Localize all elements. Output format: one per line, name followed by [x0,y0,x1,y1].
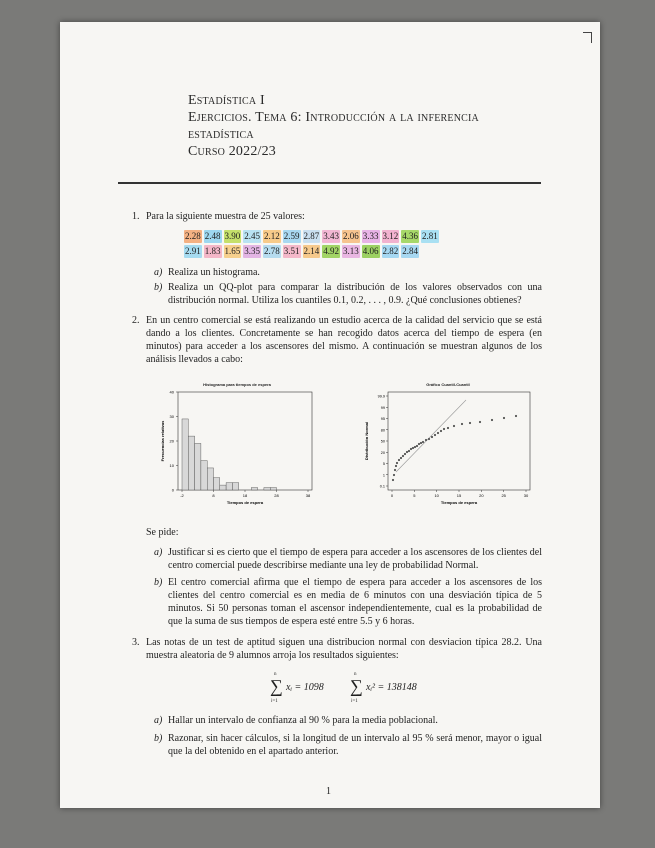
qq-x-tick-label: 30 [523,493,529,498]
sample-row-1-value: 3.33 [362,231,379,241]
sample-row-1-value: 2.59 [283,231,300,241]
qq-point [400,457,402,459]
qq-y-tick-label: 50 [380,439,385,444]
qq-x-tick-label: 10 [434,493,439,498]
qq-point [453,425,455,427]
question-1b-label: b) [154,282,163,293]
qq-plot-svg [358,382,538,514]
qq-point [410,448,412,450]
histogram-svg [152,382,322,514]
question-3b-label: b) [154,733,163,744]
sample-row-1-value: 3.12 [382,231,399,241]
qq-x-tick-label: 0 [390,493,394,498]
sample-row-2-value: 4.06 [362,246,379,256]
qq-y-label: Distribución Normal [364,421,369,461]
qq-x-label: Tiempos de espera [440,500,478,505]
sample-row-2-value: 3.51 [283,246,300,256]
sample-row-1-value: 2.45 [244,231,260,241]
histogram-bar [182,419,188,490]
sample-row-1-value: 2.06 [343,231,359,241]
histogram-bar [251,488,257,490]
qq-point [402,455,404,457]
qq-y-tick-label: 99 [380,405,385,410]
sample-row-2-value: 3.13 [343,246,359,256]
question-1-text: Para la siguiente muestra de 25 valores: [146,211,305,222]
sample-values-row-2 [184,245,544,258]
sample-row-2-value: 3.35 [244,246,260,256]
histogram-title: Histograma para tiempos de espera [203,382,271,387]
question-3a [154,714,542,727]
qq-y-tick-label: 0.1 [379,484,385,489]
exercises-title-cont: estadística [188,127,254,142]
sample-row-2-value: 4.92 [323,246,339,256]
question-2-number: 2. [132,315,140,326]
histogram-y-tick-label: 20 [169,438,174,444]
sum-2-lower: i=1 [351,699,358,704]
qq-point [491,419,493,421]
exercises-title: Ejercicios. Tema 6: Introducción a la inferencia [188,110,479,125]
qq-point [396,462,398,464]
sample-row-1-value: 4.36 [402,231,418,241]
histogram-y-label: Frecuencias relativas [160,420,165,462]
question-2b-label: b) [154,577,163,588]
qq-plot-chart [358,382,538,514]
histogram-x-tick-label: 8 [212,493,215,498]
qq-y-tick-label: 80 [380,428,385,433]
question-2a-text: Justificar si es cierto que el tiempo de espera para acceder a los ascensores de los clientes del centro comercial puede describirse mediante una ley de probabilidad Normal. [168,547,542,571]
qq-x-tick-label: 5 [413,493,416,498]
qq-point [420,442,422,444]
question-2-text: En un centro comercial se está realizando un estudio acerca de la calidad del servicio que se está dando a los clientes. Concretamente se han recogido datos acerca del tiempo de espera (en minutos) para acceder a los ascensores del mismo. A continuación se muestran algunos de los análisis llevados a cabo: [146,315,542,365]
histogram-bar [264,488,270,490]
question-3 [132,636,542,662]
qq-point [443,428,445,430]
sum-2-upper: n [354,672,357,677]
document-page [60,22,600,808]
histogram-bar [226,483,232,490]
histogram-y-tick-label: 10 [169,463,174,468]
sum-1-expression: xᵢ = 1098 [286,682,324,693]
histogram-x-tick-label: 18 [242,493,248,498]
question-2b [154,576,542,628]
qq-point [408,450,410,452]
question-3a-text: Hallar un intervalo de confianza al 90 % para la media poblacional. [168,715,438,726]
question-2b-text: El centro comercial afirma que el tiempo de espera para acceder a los ascensores de los clientes del centro comercial es en media de 6 minutos con una desviación típica de 5 minutos. Si 50 personas toman el ascensor independientemente, cual es la probabilidad de que la suma de sus tiempos de espera esté entre 5.5 y 6 horas. [168,577,542,627]
page-corner-mark [583,32,592,43]
qq-point [392,479,394,481]
qq-point [406,451,408,453]
sample-row-2-value: 2.91 [185,246,201,256]
qq-point [404,453,406,455]
qq-point [447,427,449,429]
qq-point [428,438,430,440]
histogram-y-tick-label: 40 [169,389,174,395]
histogram-bar [188,436,194,490]
header-rule [118,182,541,184]
qq-frame [388,392,530,490]
histogram-bar [232,483,238,490]
sample-row-2-value: 2.14 [303,246,320,256]
histogram-bar [220,485,226,490]
qq-y-tick-label: 5 [382,462,385,466]
question-1 [132,210,542,223]
question-1a-text: Realiza un histograma. [168,267,260,278]
sum-2-expression: xᵢ² = 138148 [366,682,417,693]
question-2 [132,314,542,366]
qq-y-tick-label: 95 [380,417,385,421]
qq-point [395,465,397,467]
sample-row-1-value: 2.81 [422,231,438,241]
question-1a [154,266,542,279]
qq-reference-line [396,400,466,472]
histogram-bar [195,443,201,490]
histogram-y-tick-label: 0 [171,487,174,493]
sample-row-2-value: 1.65 [224,246,241,256]
sample-row-2-value: 1.83 [204,246,221,256]
qq-point [418,443,420,445]
qq-point [416,445,418,447]
qq-y-tick-label: 20 [380,450,385,455]
se-pide-text: Se pide: [146,527,179,538]
histogram-x-label: Tiempos de espera [226,500,264,505]
sample-row-1-value: 2.12 [264,231,280,241]
question-1b-text: Realiza un QQ-plot para comparar la distribución de los valores observados con una distribución normal. Utiliza los cuantiles 0.1, 0.2, . . . , 0.9. ¿Qué conclusiones obtienes? [168,282,542,306]
sample-row-1-value: 3.43 [323,231,339,241]
document-header [188,92,548,160]
course-title: Estadística I [188,93,265,108]
qq-point [394,469,396,471]
question-3-number: 3. [132,637,140,648]
qq-point [437,432,439,434]
qq-plot-title: Gráfico Cuantil-Cuantil [426,382,470,387]
histogram-y-tick-label: 30 [169,414,174,419]
sum-1-upper: n [274,672,277,677]
histogram-bar [270,488,276,490]
sample-row-1-value: 3.90 [224,231,241,241]
qq-y-tick-label: 1 [382,473,385,478]
histogram-bar [214,478,220,490]
histogram-bar [201,461,207,490]
sample-values-row-1 [184,230,544,243]
histogram-chart [152,382,322,514]
qq-point [461,423,463,425]
histogram-bar [207,468,213,490]
question-1a-label: a) [154,267,163,278]
question-3b-text: Razonar, sin hacer cálculos, si la longitud de un intervalo al 95 % será menor, mayor o igual que la del obtenido en el apartado anterior. [168,733,542,757]
qq-point [422,441,424,443]
sample-row-2-value: 2.84 [402,246,418,256]
qq-point [434,434,436,436]
qq-point [431,436,433,438]
sample-row-1-value: 2.87 [303,231,320,241]
question-2a [154,546,542,572]
sample-row-1-value: 2.48 [204,231,221,241]
se-pide [146,526,346,539]
histogram-x-tick-label: 28 [274,493,279,498]
histogram-x-tick-label: -2 [180,493,184,498]
qq-point [414,446,416,448]
sum-1-lower: i=1 [271,699,278,704]
question-2a-label: a) [154,547,163,558]
sample-row-2-value: 2.78 [264,246,280,256]
sum-formula-2 [350,672,490,706]
qq-point [479,421,481,423]
page-number: 1 [326,786,331,797]
course-year: Curso 2022/23 [188,144,277,159]
qq-point [503,417,505,419]
question-3a-label: a) [154,715,163,726]
qq-point [398,459,400,461]
question-3b [154,732,542,758]
histogram-x-tick-label: 38 [305,493,311,498]
qq-x-tick-label: 20 [479,493,484,498]
qq-point [425,439,427,441]
question-1-number: 1. [132,211,140,222]
qq-point [469,422,471,424]
sigma-symbol-1: ∑ [270,676,283,696]
sample-row-2-value: 2.82 [382,246,399,256]
question-1b [154,281,542,307]
qq-point [515,415,517,417]
question-3-text: Las notas de un test de aptitud siguen una distribucion normal con desviacion típica 28.2. Una muestra aleatoria de 9 alumnos arroja los resultados siguientes: [146,637,542,661]
qq-point [393,474,395,476]
qq-y-tick-label: 99.9 [377,394,385,399]
sigma-symbol-2: ∑ [350,676,363,696]
qq-point [412,447,414,449]
qq-x-tick-label: 15 [456,493,462,498]
sample-row-1-value: 2.28 [185,231,201,241]
qq-point [440,430,442,432]
qq-x-tick-label: 25 [501,493,506,498]
